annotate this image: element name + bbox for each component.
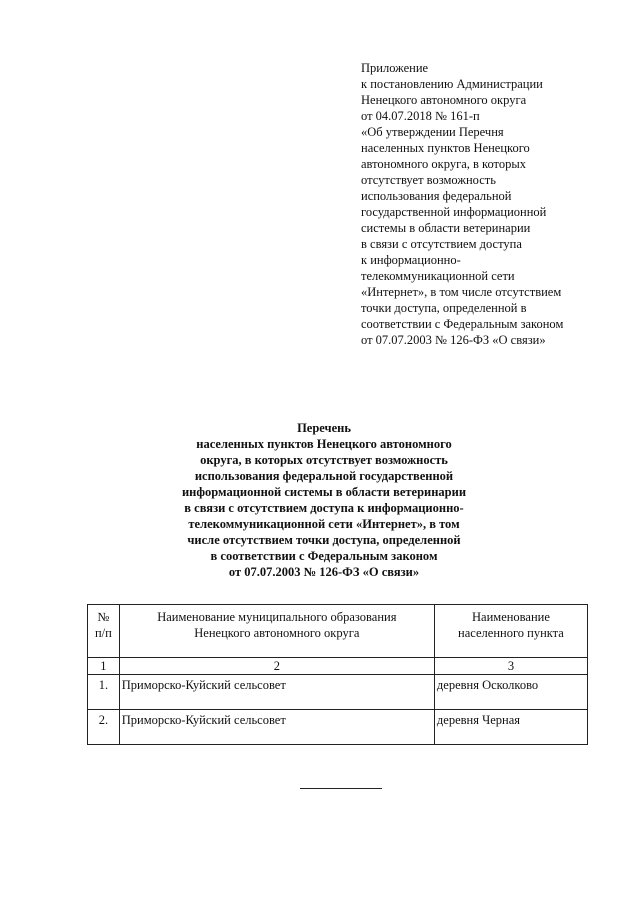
title-line: в соответствии с Федеральным законом xyxy=(210,549,438,563)
row-municipality: Приморско-Куйский сельсовет xyxy=(119,710,434,745)
title-line: использования федеральной государственной xyxy=(194,469,454,483)
appendix-line: от 04.07.2018 № 161-п xyxy=(361,109,480,123)
appendix-line: телекоммуникационной сети xyxy=(361,269,515,283)
appendix-line: к информационно- xyxy=(361,253,461,267)
header-number: № п/п xyxy=(88,605,120,658)
appendix-line: в связи с отсутствием доступа xyxy=(361,237,522,251)
table-header-row xyxy=(88,605,588,658)
settlements-table xyxy=(87,604,588,745)
appendix-line: государственной информационной xyxy=(361,205,547,219)
column-number: 1 xyxy=(88,658,120,675)
title-line: информационной системы в области ветеринарии xyxy=(181,485,467,499)
title-line: числе отсутствием точки доступа, определенной xyxy=(187,533,461,547)
title-line: телекоммуникационной сети «Интернет», в том xyxy=(188,517,460,531)
appendix-line: Приложение xyxy=(361,61,429,75)
appendix-line: использования федеральной xyxy=(361,189,512,203)
row-number: 2. xyxy=(88,710,120,745)
appendix-line: системы в области ветеринарии xyxy=(361,221,531,235)
appendix-line: автономного округа, в которых xyxy=(361,157,527,171)
row-settlement: деревня Осколково xyxy=(434,675,587,710)
table-row xyxy=(88,675,588,710)
title-line: от 07.07.2003 № 126-ФЗ «О связи» xyxy=(228,565,420,579)
column-number: 2 xyxy=(119,658,434,675)
closing-divider xyxy=(300,788,382,789)
table-row xyxy=(88,710,588,745)
appendix-line: населенных пунктов Ненецкого xyxy=(361,141,530,155)
appendix-line: от 07.07.2003 № 126-ФЗ «О связи» xyxy=(361,333,546,347)
appendix-block xyxy=(361,60,623,348)
document-title xyxy=(160,420,488,580)
title-line: Перечень xyxy=(297,421,351,435)
column-number: 3 xyxy=(434,658,587,675)
appendix-line: к постановлению Администрации xyxy=(361,77,543,91)
appendix-line: соответствии с Федеральным законом xyxy=(361,317,564,331)
appendix-line: отсутствует возможность xyxy=(361,173,496,187)
header-settlement: Наименование населенного пункта xyxy=(434,605,587,658)
appendix-line: «Об утверждении Перечня xyxy=(361,125,504,139)
title-line: населенных пунктов Ненецкого автономного xyxy=(196,437,452,451)
row-settlement: деревня Черная xyxy=(434,710,587,745)
row-municipality: Приморско-Куйский сельсовет xyxy=(119,675,434,710)
title-line: в связи с отсутствием доступа к информационно- xyxy=(184,501,464,515)
header-municipality: Наименование муниципального образования Ненецкого автономного округа xyxy=(119,605,434,658)
appendix-line: «Интернет», в том числе отсутствием xyxy=(361,285,562,299)
appendix-line: Ненецкого автономного округа xyxy=(361,93,527,107)
appendix-line: точки доступа, определенной в xyxy=(361,301,527,315)
column-number-row xyxy=(88,658,588,675)
row-number: 1. xyxy=(88,675,120,710)
title-line: округа, в которых отсутствует возможность xyxy=(200,453,448,467)
